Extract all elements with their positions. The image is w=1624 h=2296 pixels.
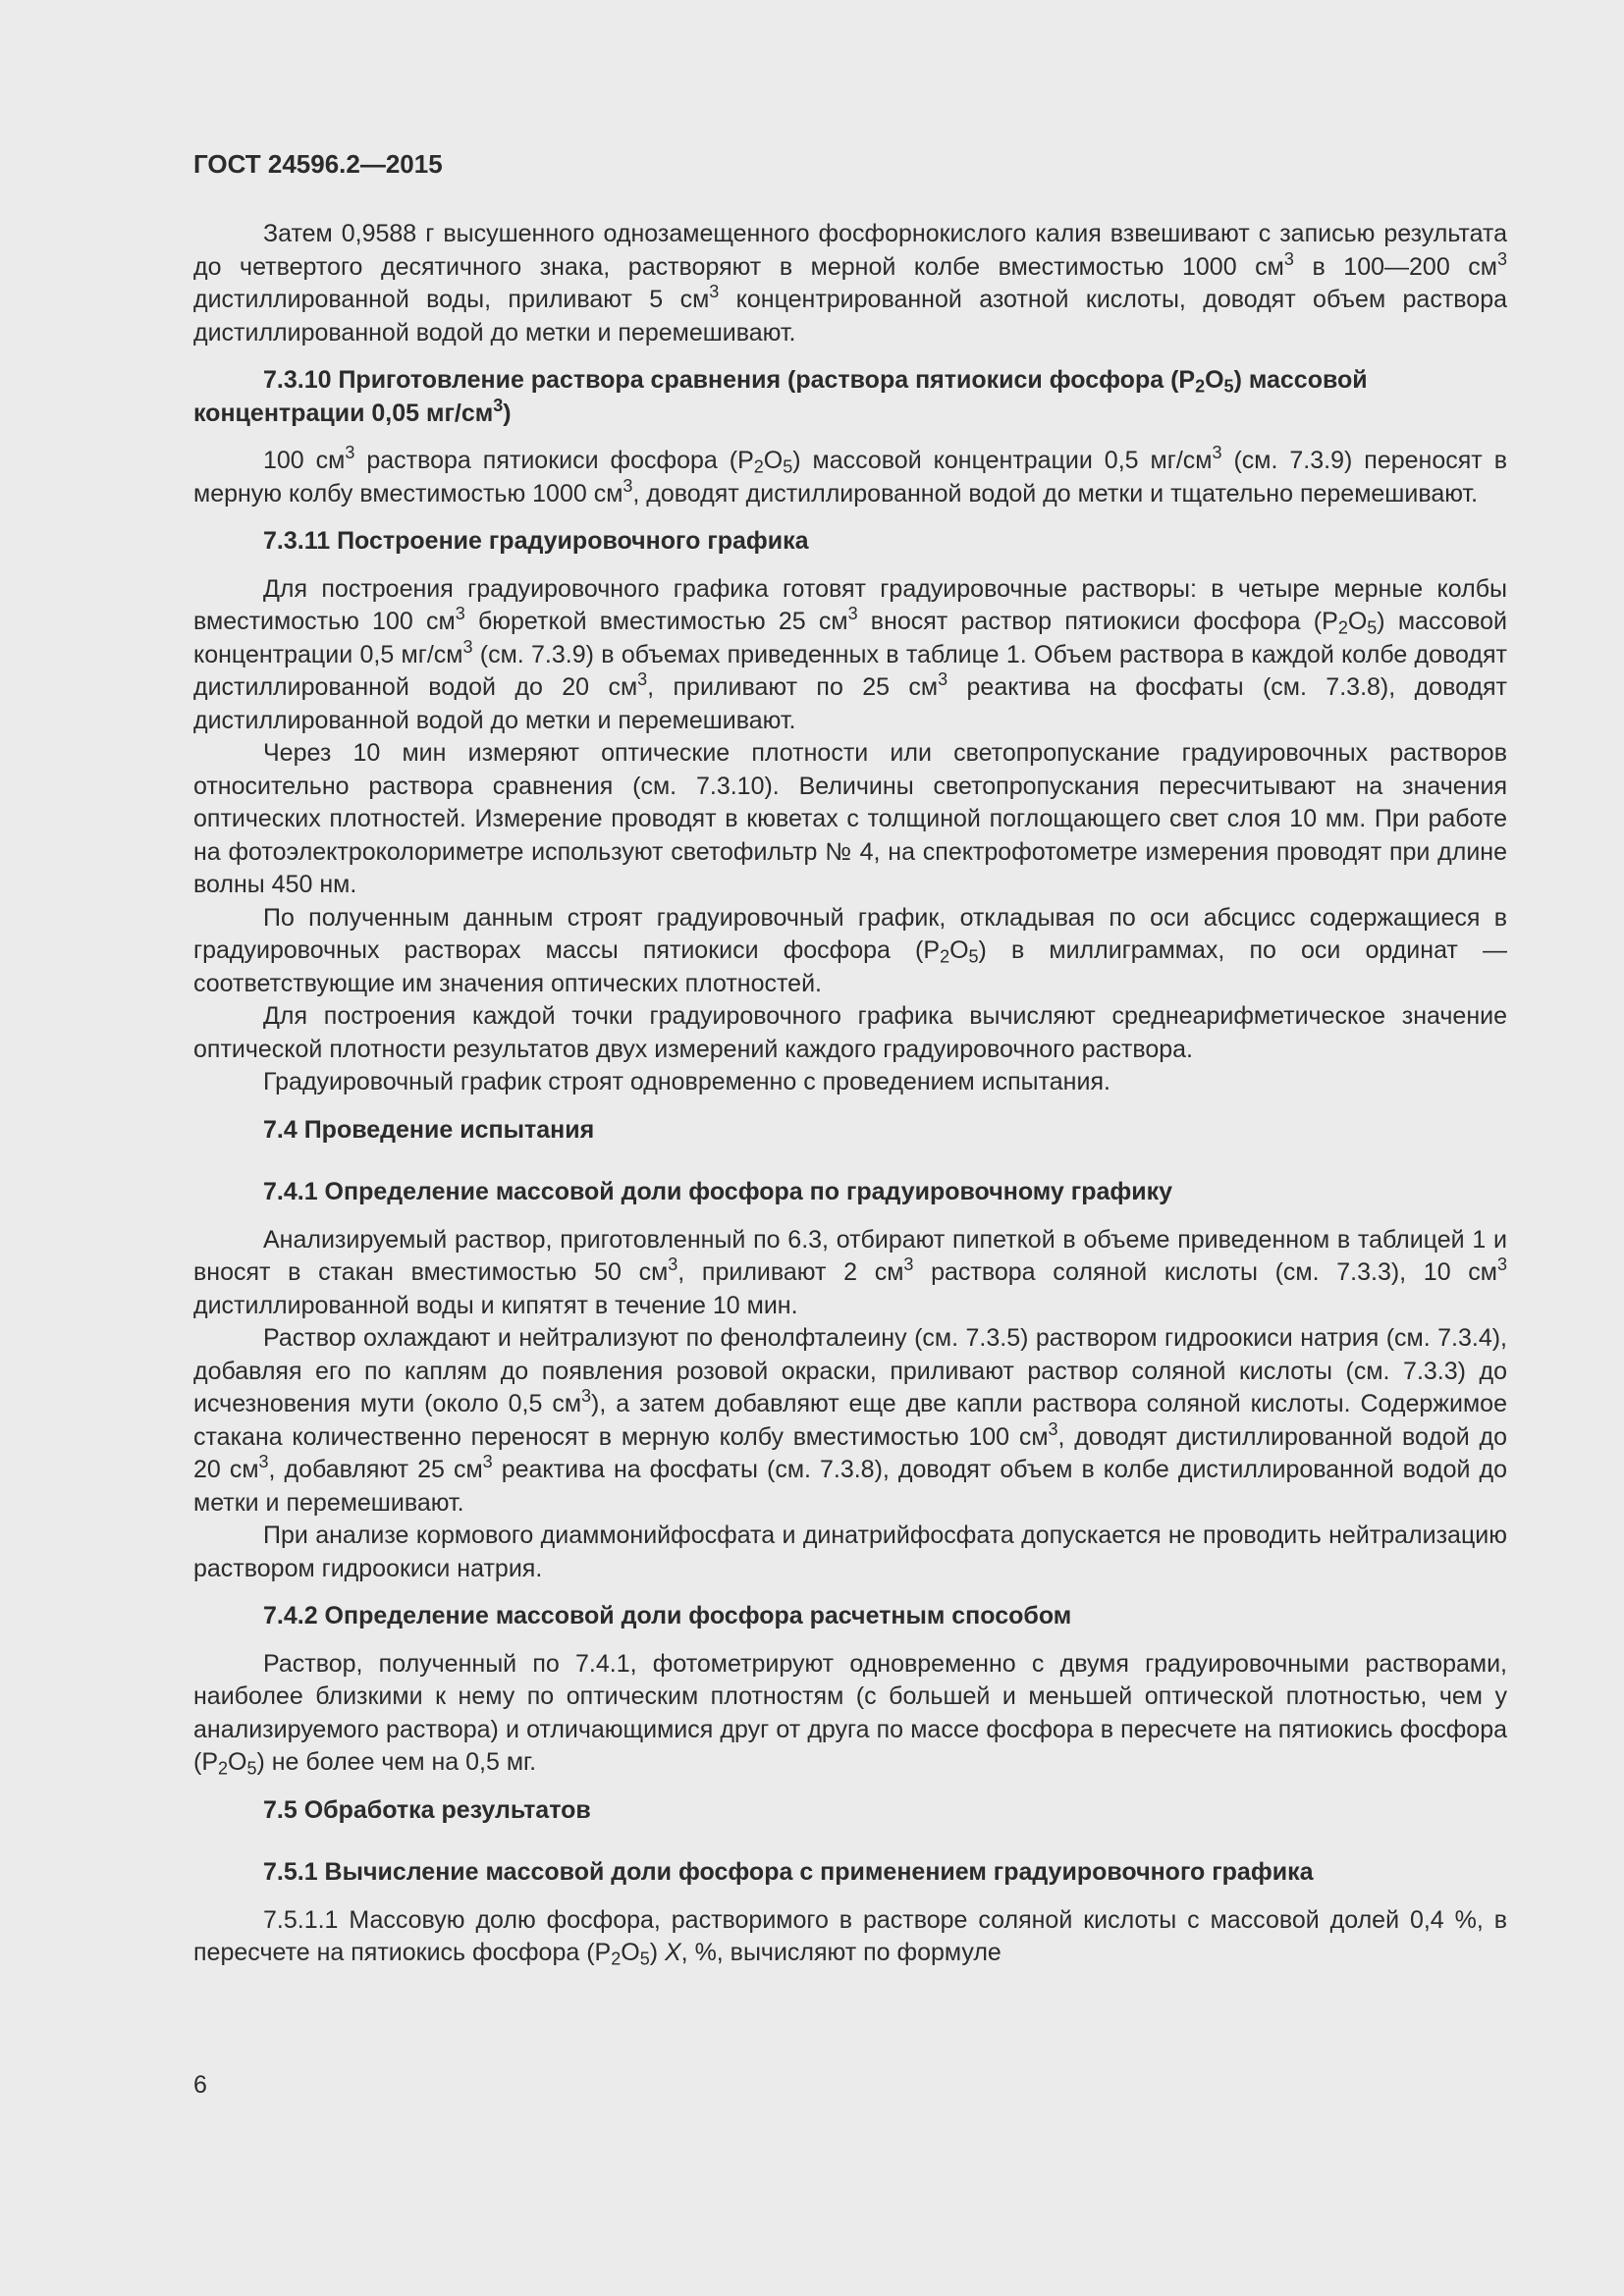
text-run: вносят раствор пятиокиси фосфора (P — [857, 608, 1338, 635]
text-run: , доводят дистиллированной водой до 20 см — [193, 1422, 1507, 1483]
superscript: 3 — [345, 443, 355, 463]
paragraph-mass-fraction-formula — [193, 1904, 1507, 1970]
superscript: 3 — [709, 282, 720, 302]
text-run: O — [1347, 608, 1368, 635]
heading-7-4-2: 7.4.2 Определение массовой доли фосфора расчетным способом — [263, 1602, 1072, 1629]
text-run: O — [949, 936, 969, 964]
paragraph-potassium-phosphate — [193, 218, 1507, 349]
superscript: 3 — [1496, 248, 1507, 269]
superscript: 3 — [938, 669, 948, 690]
variable-x: X — [664, 1939, 681, 1966]
superscript: 3 — [847, 604, 858, 624]
subscript: 5 — [783, 456, 793, 477]
text-run: ) — [503, 399, 512, 427]
text-run: Для построения градуировочного графика готовят градуировочные растворы: в четыре мерные колбы вместимостью 100 см — [193, 574, 1507, 635]
subscript: 2 — [611, 1949, 622, 1969]
heading-7-5: 7.5 Обработка результатов — [263, 1795, 591, 1824]
subscript: 2 — [1337, 617, 1348, 638]
heading-7-4-1: 7.4.1 Определение массовой доли фосфора по градуировочному графику — [263, 1178, 1173, 1205]
paragraph-plot-axes — [193, 902, 1507, 1001]
superscript: 3 — [1497, 1255, 1508, 1275]
subscript: 5 — [639, 1949, 650, 1969]
text-run: Затем 0,9588 г высушенного однозамещенного фосфорнокислого калия взвешивают с записью результата до четвертого десятичного знака, растворяют в мерной колбе вместимостью 1000 см — [193, 220, 1507, 281]
document-page — [193, 145, 1507, 1970]
text-run: ) — [649, 1939, 665, 1966]
superscript: 3 — [623, 475, 633, 496]
text-run: ) не более чем на 0,5 мг. — [256, 1748, 537, 1776]
page-number: 6 — [193, 2071, 207, 2099]
text-run: O — [763, 447, 784, 474]
text-run: дистиллированной воды и кипятят в течение 10 мин. — [193, 1291, 798, 1319]
superscript: 3 — [462, 636, 473, 657]
heading-7-5-1: 7.5.1 Вычисление массовой доли фосфора с применением градуировочного графика — [263, 1858, 1314, 1886]
superscript: 3 — [1048, 1418, 1058, 1439]
document-header: ГОСТ 24596.2—2015 — [193, 149, 443, 179]
text-run: , приливают по 25 см — [647, 673, 939, 701]
text-run: ) массовой концентрации 0,5 мг/см — [193, 608, 1508, 668]
subscript: 2 — [1195, 376, 1206, 397]
subscript: 2 — [940, 946, 950, 967]
superscript: 3 — [903, 1255, 914, 1275]
text-run: По полученным данным строят градуировочный график, откладывая по оси абсцисс содержащиеся в градуировочных растворах массы пятиокиси фосфора (P — [193, 903, 1507, 964]
subscript: 5 — [968, 946, 979, 967]
paragraph-mean-value: Для построения каждой точки градуировочного графика вычисляют среднеарифметическое значение оптической плотности результатов двух измерений каждого градуировочного раствора. — [193, 1002, 1507, 1063]
text-run: , %, вычисляют по формуле — [680, 1939, 1001, 1966]
subscript: 5 — [1367, 617, 1378, 638]
subscript: 5 — [246, 1758, 257, 1779]
text-run: O — [228, 1748, 247, 1776]
subscript: 5 — [1223, 376, 1234, 397]
text-run: O — [1205, 366, 1224, 394]
subscript: 2 — [753, 456, 764, 477]
text-run: , приливают 2 см — [677, 1258, 904, 1286]
text-run: ), а затем добавляют еще две капли раствора соляной кислоты. Содержимое стакана количественно переносят в мерную колбу вместимостью 100 см — [193, 1390, 1507, 1451]
superscript: 3 — [258, 1452, 269, 1472]
paragraph-calibration-solutions — [193, 573, 1507, 738]
paragraph-simultaneous: Градуировочный график строят одновременно с проведением испытания. — [263, 1068, 1110, 1095]
text-run: в 100—200 см — [1293, 252, 1497, 281]
text-run: (см. 7.3.9) переносят в мерную колбу вместимостью 1000 см — [193, 447, 1507, 507]
subscript: 2 — [218, 1758, 229, 1779]
text-run: ) массовой концентрации 0,05 мг/см — [193, 366, 1368, 427]
paragraph-neutralization — [193, 1322, 1507, 1520]
paragraph-reference-solution — [193, 445, 1507, 510]
heading-7-3-10 — [193, 364, 1507, 430]
paragraph-feed-phosphate: При анализе кормового диаммонийфосфата и динатрийфосфата допускается не проводить нейтрализацию раствором гидроокиси натрия. — [193, 1522, 1507, 1582]
text-run: реактива на фосфаты (см. 7.3.8), доводят объем в колбе дистиллированной водой до метки и перемешивают. — [193, 1456, 1507, 1517]
text-run: 7.3.10 Приготовление раствора сравнения (раствора пятиокиси фосфора (P — [263, 366, 1196, 394]
text-run: , добавляют 25 см — [268, 1456, 483, 1483]
superscript: 3 — [1212, 443, 1222, 463]
text-run: Анализируемый раствор, приготовленный по 6.3, отбирают пипеткой в объеме приведенном в таблицей 1 и вносят в стакан вместимостью 50 см — [193, 1225, 1507, 1286]
paragraph-analyzed-solution — [193, 1224, 1507, 1323]
text-run: Раствор охлаждают и нейтрализуют по фенолфталеину (см. 7.3.5) раствором гидроокиси натрия (см. 7.3.4), добавляя его по каплям до появления розовой окраски, приливают раствор соляной кислоты (см. 7.3.3) до исчезновения мути (около 0,5 см — [193, 1324, 1507, 1417]
text-run: дистиллированной воды, приливают 5 см — [193, 286, 710, 313]
heading-7-4: 7.4 Проведение испытания — [263, 1115, 595, 1144]
text-run: 7.5.1.1 Массовую долю фосфора, растворимого в растворе соляной кислоты с массовой долей 0,4 %, в пересчете на пятиокись фосфора (P — [193, 1905, 1507, 1966]
text-run: O — [621, 1939, 640, 1966]
superscript: 3 — [455, 604, 465, 624]
superscript: 3 — [668, 1255, 678, 1275]
text-run: ) массовой концентрации 0,5 мг/см — [792, 447, 1213, 474]
text-run: концентрированной азотной кислоты, доводят объем раствора дистиллированной водой до метки и перемешивают. — [193, 286, 1507, 347]
text-run: ) в миллиграммах, по оси ординат — соответствующие им значения оптических плотностей. — [193, 936, 1507, 997]
text-run: реактива на фосфаты (см. 7.3.8), доводят дистиллированной водой до метки и перемешивают. — [193, 673, 1507, 734]
text-run: (см. 7.3.9) в объемах приведенных в таблице 1. Объем раствора в каждой колбе доводят дистиллированной водой до 20 см — [193, 640, 1507, 701]
superscript: 3 — [1283, 248, 1294, 269]
superscript: 3 — [482, 1452, 493, 1472]
heading-7-3-11: 7.3.11 Построение градуировочного графика — [263, 527, 809, 555]
text-run: бюреткой вместимостью 25 см — [464, 608, 848, 635]
paragraph-optical-density: Через 10 мин измеряют оптические плотности или светопропускание градуировочных растворов относительно раствора сравнения (см. 7.3.10). Величины светопропускания пересчитывают на значения оптических плотностей. Измерение проводят в кюветах с толщиной поглощающего свет слоя 10 мм. При работе на фотоэлектроколориметре используют светофильтр № 4, на спектрофотометре измерения проводят при длине волны 450 нм. — [193, 739, 1507, 898]
text-run: раствора пятиокиси фосфора (P — [354, 447, 754, 474]
paragraph-calculation-method — [193, 1648, 1507, 1780]
text-run: , доводят дистиллированной водой до метки и тщательно перемешивают. — [632, 479, 1479, 507]
superscript: 3 — [637, 669, 648, 690]
superscript: 3 — [581, 1386, 592, 1407]
text-run: раствора соляной кислоты (см. 7.3.3), 10 см — [913, 1258, 1497, 1286]
text-run: 100 см — [263, 447, 346, 474]
text-run: Раствор, полученный по 7.4.1, фотометрируют одновременно с двумя градуировочными растворами, наиболее близкими к нему по оптическим плотностям (с большей и меньшей оптической плотностью, чем у анализируемого раствора) и отличающимися друг от друга по массе фосфора в пересчете на пятиокись фосфора (P — [193, 1649, 1507, 1776]
superscript: 3 — [493, 395, 504, 415]
